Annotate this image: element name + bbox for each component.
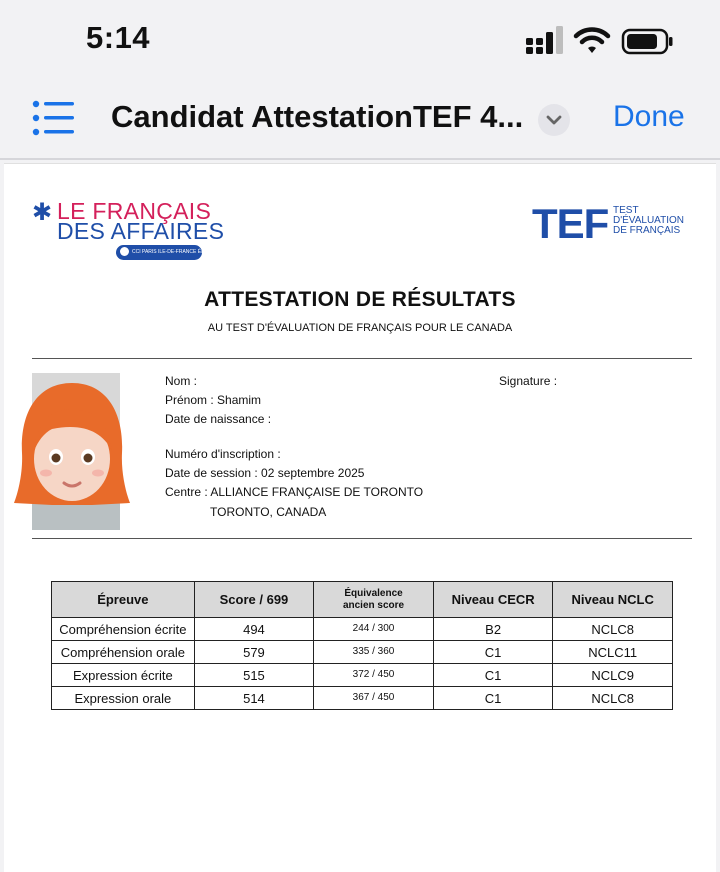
wifi-icon [576,30,608,53]
cell-equivalence: 244 / 300 [314,618,434,641]
logo-lfa-line1: LE FRANÇAIS [57,198,212,224]
header-equivalence-line2: ancien score [342,599,405,611]
logo-tef-line2: D'ÉVALUATION [613,215,684,226]
field-centre-city: TORONTO, CANADA [210,505,327,519]
logo-lfa-badge-text: CCI PARIS ILE-DE-FRANCE ÉDUCATION [132,249,227,255]
status-time: 5:14 [86,20,151,55]
status-icons [524,24,674,58]
divider [32,358,692,359]
cell-epreuve: Compréhension orale [52,641,195,664]
cell-score: 579 [194,641,314,664]
cell-equivalence: 372 / 450 [314,664,434,687]
cell-epreuve: Compréhension écrite [52,618,195,641]
divider [32,538,692,539]
header-score: Score / 699 [194,582,314,618]
chevron-down-icon [538,104,570,136]
document-title: Candidat AttestationTEF 4... [111,99,524,134]
document-heading: ATTESTATION DE RÉSULTATS [204,288,516,311]
cell-score: 515 [194,664,314,687]
battery-icon [623,30,673,53]
logo-tef-line3: DE FRANÇAIS [613,225,681,236]
logo-lfa-line2: DES AFFAIRES [57,218,225,244]
cell-cecr: C1 [433,641,553,664]
table-header-row [52,582,673,618]
header-equivalence-line1: Équivalence [344,587,403,599]
cell-equivalence: 367 / 450 [314,687,434,710]
badge-dot-icon [120,247,129,256]
cell-nclc: NCLC8 [553,618,673,641]
nav-divider [0,158,720,160]
cell-score: 494 [194,618,314,641]
header-nclc: Niveau NCLC [553,582,673,618]
field-numero-inscription: Numéro d'inscription : [165,447,281,461]
header-cecr: Niveau CECR [433,582,553,618]
field-centre: Centre : ALLIANCE FRANÇAISE DE TORONTO [165,485,424,499]
cell-nclc: NCLC11 [553,641,673,664]
cellular-signal-icon [526,26,563,54]
cell-epreuve: Expression écrite [52,664,195,687]
list-icon[interactable] [30,98,76,138]
cell-cecr: C1 [433,664,553,687]
cell-cecr: B2 [433,618,553,641]
cell-equivalence: 335 / 360 [314,641,434,664]
status-bar [0,0,720,80]
done-button[interactable]: Done [613,100,685,133]
table-row [52,687,673,710]
header-equivalence [314,582,434,618]
field-prenom: Prénom : Shamim [165,393,262,407]
table-row [52,664,673,687]
candidate-photo [12,373,132,530]
document-subheading: AU TEST D'ÉVALUATION DE FRANÇAIS POUR LE CANADA [207,322,513,334]
cell-epreuve: Expression orale [52,687,195,710]
asterisk-icon: ✱ [32,199,53,226]
logo-tef: TEF [532,200,609,247]
table-row [52,641,673,664]
table-row [52,618,673,641]
field-signature: Signature : [499,374,558,388]
logo-lfa-badge [116,245,227,260]
field-nom: Nom : [165,374,198,388]
field-date-session: Date de session : 02 septembre 2025 [165,466,365,480]
cell-nclc: NCLC9 [553,664,673,687]
cell-nclc: NCLC8 [553,687,673,710]
logo-tef-line1: TEST [613,205,639,216]
title-menu-button[interactable] [538,104,570,136]
cell-score: 514 [194,687,314,710]
results-table [51,581,673,710]
field-date-naissance: Date de naissance : [165,412,272,426]
cell-cecr: C1 [433,687,553,710]
header-epreuve: Épreuve [52,582,195,618]
logo-tef-text [613,206,684,236]
